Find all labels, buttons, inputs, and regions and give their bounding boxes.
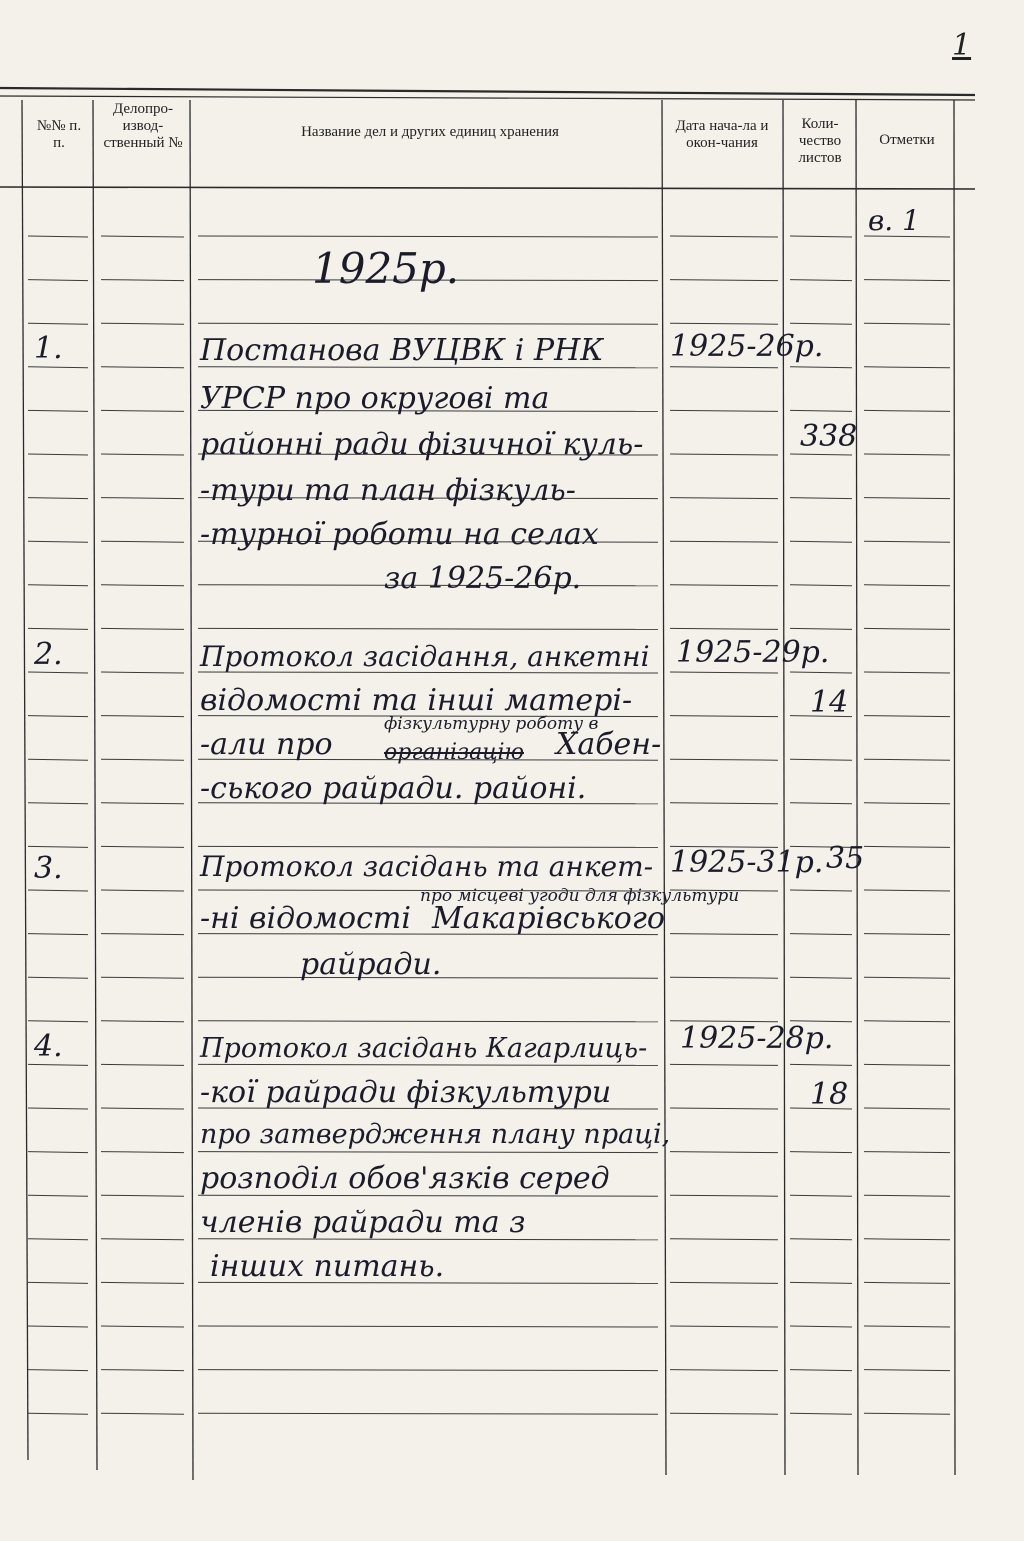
header-col-dates: Дата нача-ла и окон-чания <box>675 118 769 151</box>
entry-title-line: районні ради фізичної куль- <box>200 427 644 462</box>
entry-title-line: райради. <box>300 947 442 982</box>
entry-sheets: 18 <box>810 1077 849 1112</box>
entry-title-line: -али про <box>200 727 333 762</box>
entry-number: 2. <box>34 637 63 672</box>
entry-title-line: Хабен- <box>556 727 662 762</box>
entry-insertion: фізкультурну роботу в <box>384 714 599 734</box>
entry-title-line: -тури та план фізкуль- <box>200 473 576 508</box>
entry-title-line: відомості та інші матері- <box>200 683 633 718</box>
entry-dates: 1925-28р. <box>680 1021 834 1056</box>
page-number: 1 <box>952 28 972 63</box>
entry-title-line: Протокол засідання, анкетні <box>200 640 650 673</box>
year-heading: 1925р. <box>312 244 460 293</box>
entry-title-line: Протокол засідань Кагарлиць- <box>200 1033 648 1064</box>
entry-title-line: -кої райради фізкультури <box>200 1075 612 1110</box>
entry-title-line: за 1925-26р. <box>384 561 582 596</box>
entry-struck-word: організацію <box>384 740 524 765</box>
entry-title-line: Постанова ВУЦВК і РНК <box>200 333 604 368</box>
entry-title-line: Протокол засідань та анкет- <box>200 850 654 883</box>
entry-title-line: про затвердження плану праці, <box>200 1119 671 1150</box>
entry-dates: 1925-31р. <box>670 845 824 880</box>
entry-number: 3. <box>34 851 63 886</box>
entry-title-line: -турної роботи на селах <box>200 517 599 552</box>
entry-title-line: УРСР про округові та <box>200 381 550 416</box>
header-col-title: Название дел и других единиц хранения <box>301 124 559 140</box>
entry-title-line: Макарівського <box>432 901 665 936</box>
entry-sheets: 338 <box>800 419 858 454</box>
entry-title-line: інших питань. <box>210 1249 445 1284</box>
entry-sheets: 14 <box>810 685 849 720</box>
entry-title-line: розподіл обов'язків серед <box>200 1161 610 1196</box>
entry-sheets: 35 <box>826 841 865 876</box>
entry-insertion: про місцеві угоди для фізкультури <box>420 886 740 906</box>
entry-number: 4. <box>34 1029 63 1064</box>
entry-dates: 1925-29р. <box>676 635 830 670</box>
header-col-notes: Отметки <box>879 132 935 148</box>
entry-title-line: -ського райради. районі. <box>200 771 587 806</box>
header-col-sheets: Коли-чество листов <box>798 116 842 166</box>
entry-title-line: членів райради та з <box>200 1205 526 1240</box>
header-col-num: №№ п. п. <box>36 118 82 151</box>
entry-title-line: -ні відомості <box>200 901 411 936</box>
entry-dates: 1925-26р. <box>670 329 824 364</box>
header-col-office: Делопро-извод-ственный № <box>103 101 183 151</box>
entry-number: 1. <box>34 331 63 366</box>
notes-mark: в. 1 <box>868 204 920 237</box>
